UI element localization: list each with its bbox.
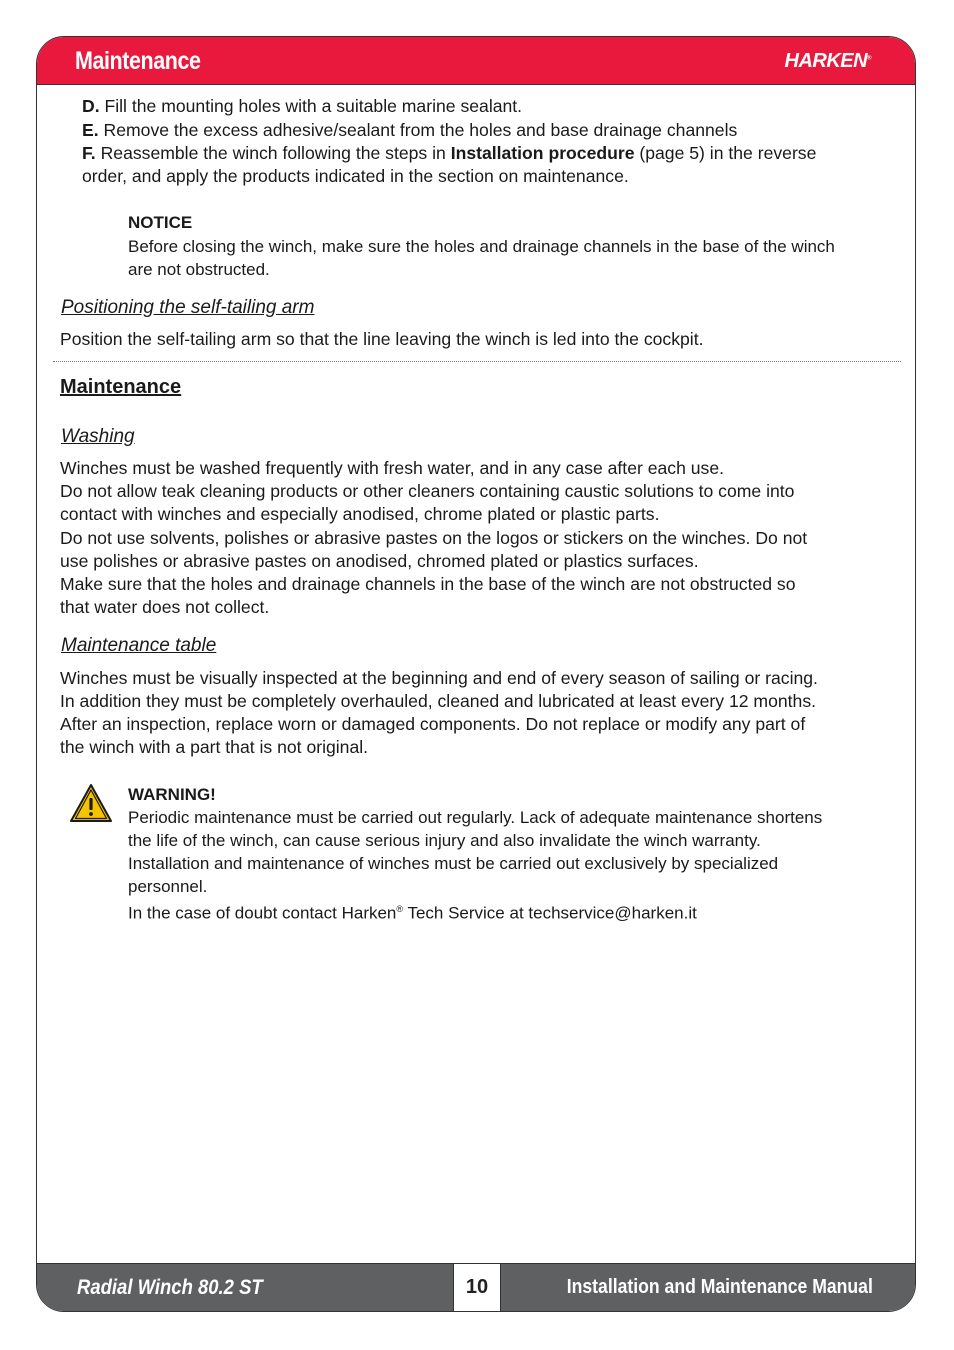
registered-mark: ® [396, 904, 404, 914]
warning-line: the life of the winch, can cause serious injury and also invalidate the winch warranty. [128, 831, 761, 850]
washing-line: Do not allow teak cleaning products or other cleaners containing caustic solutions to come into [60, 481, 795, 501]
footer-page-box [453, 1264, 501, 1311]
maintenance-table-line: Winches must be visually inspected at the beginning and end of every season of sailing or racing. [60, 668, 818, 688]
step-d [82, 95, 522, 118]
footer-manual-title: Installation and Maintenance Manual [566, 1276, 873, 1298]
washing-heading: Washing [61, 426, 135, 447]
maintenance-table-line: After an inspection, replace worn or damaged components. Do not replace or modify any part of [60, 714, 806, 734]
step-d-text: Fill the mounting holes with a suitable marine sealant. [99, 96, 523, 116]
washing-line: use polishes or abrasive pastes on anodised, chromed plated or plastics surfaces. [60, 551, 699, 571]
logo-text: HARKEN [784, 50, 868, 72]
step-d-letter: D. [82, 96, 100, 116]
warning-contact [128, 898, 697, 925]
warning-line: personnel. [128, 877, 208, 896]
maintenance-table-line: the winch with a part that is not original. [60, 737, 369, 757]
positioning-text: Position the self-tailing arm so that the line leaving the winch is led into the cockpit. [60, 329, 704, 349]
step-f-letter: F. [82, 143, 96, 163]
step-e [82, 119, 737, 142]
warning-icon [69, 783, 113, 823]
step-e-letter: E. [82, 120, 99, 140]
washing-line: Make sure that the holes and drainage channels in the base of the winch are not obstructed so [60, 574, 796, 594]
step-f-text-after: (page 5) in the reverse [634, 143, 817, 163]
installation-procedure-link: Installation procedure [450, 143, 635, 163]
step-f [82, 142, 816, 165]
page-footer [37, 1263, 915, 1311]
notice-line-1: Before closing the winch, make sure the holes and drainage channels in the base of the winch [128, 237, 835, 256]
step-f-line2: order, and apply the products indicated in the section on maintenance. [82, 166, 629, 186]
maintenance-table-heading: Maintenance table [61, 635, 217, 656]
maintenance-table-line: In addition they must be completely overhauled, cleaned and lubricated at least every 12 months. [60, 691, 817, 711]
warning-title: WARNING! [128, 785, 216, 804]
washing-line: Winches must be washed frequently with fresh water, and in any case after each use. [60, 458, 725, 478]
warning-contact-email: Tech Service at techservice@harken.it [403, 903, 697, 923]
warning-line: Installation and maintenance of winches must be carried out exclusively by specialized [128, 854, 779, 873]
washing-line: that water does not collect. [60, 597, 270, 617]
notice-title: NOTICE [128, 213, 193, 232]
page-frame [36, 36, 916, 1312]
harken-logo [785, 50, 871, 73]
step-e-text: Remove the excess adhesive/sealant from the holes and base drainage channels [98, 120, 738, 140]
notice-line-2: are not obstructed. [128, 260, 270, 279]
section-divider [53, 361, 901, 362]
positioning-heading: Positioning the self-tailing arm [61, 297, 315, 318]
page-number: 10 [465, 1276, 489, 1298]
maintenance-heading: Maintenance [60, 376, 182, 398]
logo-registered-mark: ® [867, 55, 871, 62]
footer-product-name: Radial Winch 80.2 ST [77, 1276, 263, 1299]
washing-line: contact with winches and especially anodised, chrome plated or plastic parts. [60, 504, 660, 524]
step-f-text: Reassemble the winch following the steps in [95, 143, 451, 163]
washing-line: Do not use solvents, polishes or abrasive pastes on the logos or stickers on the winches. Do not [60, 528, 808, 548]
page-header [37, 37, 915, 85]
header-title: Maintenance [75, 47, 201, 75]
warning-contact-text: In the case of doubt contact Harken [128, 903, 397, 923]
warning-line: Periodic maintenance must be carried out regularly. Lack of adequate maintenance shortens [128, 808, 823, 827]
